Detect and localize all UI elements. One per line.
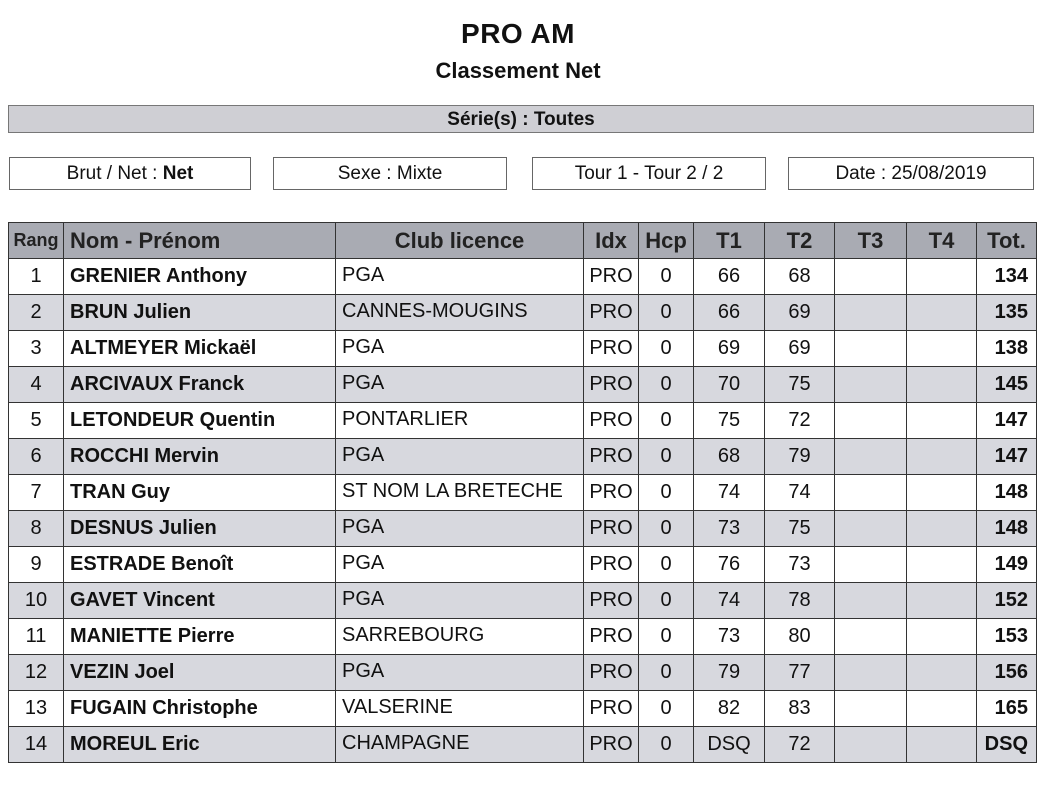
cell-club: ST NOM LA BRETECHE xyxy=(336,475,584,511)
cell-hcp: 0 xyxy=(639,727,694,763)
cell-t3 xyxy=(835,583,907,619)
page-title: PRO AM xyxy=(461,18,575,49)
date-box xyxy=(788,157,1034,190)
cell-nom: MOREUL Eric xyxy=(64,727,336,763)
cell-t2: 72 xyxy=(765,403,835,439)
cell-t1: 82 xyxy=(694,691,765,727)
cell-t4 xyxy=(907,511,977,547)
cell-t4 xyxy=(907,367,977,403)
cell-idx: PRO xyxy=(584,259,639,295)
cell-tot: 147 xyxy=(977,439,1037,475)
cell-t3 xyxy=(835,619,907,655)
brut-net-box xyxy=(9,157,251,190)
cell-rang: 9 xyxy=(9,547,64,583)
cell-hcp: 0 xyxy=(639,547,694,583)
cell-idx: PRO xyxy=(584,439,639,475)
cell-t3 xyxy=(835,547,907,583)
table-row xyxy=(9,619,1037,655)
results-table xyxy=(8,222,1037,763)
cell-t4 xyxy=(907,259,977,295)
table-row xyxy=(9,475,1037,511)
cell-idx: PRO xyxy=(584,619,639,655)
header-row xyxy=(9,223,1037,259)
cell-t1: 74 xyxy=(694,583,765,619)
cell-club: VALSERINE xyxy=(336,691,584,727)
cell-t4 xyxy=(907,727,977,763)
cell-rang: 12 xyxy=(9,655,64,691)
cell-rang: 11 xyxy=(9,619,64,655)
cell-idx: PRO xyxy=(584,511,639,547)
cell-club: PGA xyxy=(336,583,584,619)
table-row xyxy=(9,547,1037,583)
cell-rang: 6 xyxy=(9,439,64,475)
cell-t2: 75 xyxy=(765,367,835,403)
cell-hcp: 0 xyxy=(639,403,694,439)
cell-nom: BRUN Julien xyxy=(64,295,336,331)
cell-nom: MANIETTE Pierre xyxy=(64,619,336,655)
cell-t3 xyxy=(835,511,907,547)
cell-nom: ALTMEYER Mickaël xyxy=(64,331,336,367)
table-row xyxy=(9,259,1037,295)
cell-t2: 69 xyxy=(765,295,835,331)
cell-t1: 68 xyxy=(694,439,765,475)
cell-t3 xyxy=(835,727,907,763)
cell-t3 xyxy=(835,655,907,691)
cell-rang: 1 xyxy=(9,259,64,295)
cell-club: PONTARLIER xyxy=(336,403,584,439)
col-tot: Tot. xyxy=(977,223,1037,259)
cell-idx: PRO xyxy=(584,331,639,367)
cell-tot: 152 xyxy=(977,583,1037,619)
cell-rang: 10 xyxy=(9,583,64,619)
table-row xyxy=(9,367,1037,403)
cell-t2: 68 xyxy=(765,259,835,295)
tours-box xyxy=(532,157,766,190)
cell-t1: DSQ xyxy=(694,727,765,763)
cell-t4 xyxy=(907,655,977,691)
cell-hcp: 0 xyxy=(639,259,694,295)
sexe-value: Mixte xyxy=(396,163,443,184)
cell-tot: 153 xyxy=(977,619,1037,655)
cell-t3 xyxy=(835,367,907,403)
cell-tot: 156 xyxy=(977,655,1037,691)
date-value: Date : 25/08/2019 xyxy=(835,163,987,184)
cell-hcp: 0 xyxy=(639,619,694,655)
cell-t2: 74 xyxy=(765,475,835,511)
cell-t2: 78 xyxy=(765,583,835,619)
cell-t2: 80 xyxy=(765,619,835,655)
cell-nom: LETONDEUR Quentin xyxy=(64,403,336,439)
cell-nom: DESNUS Julien xyxy=(64,511,336,547)
cell-tot: 135 xyxy=(977,295,1037,331)
cell-rang: 13 xyxy=(9,691,64,727)
cell-tot: 145 xyxy=(977,367,1037,403)
col-t3: T3 xyxy=(835,223,907,259)
cell-tot: 148 xyxy=(977,475,1037,511)
cell-t1: 66 xyxy=(694,295,765,331)
col-nom: Nom - Prénom xyxy=(64,223,336,259)
cell-t1: 75 xyxy=(694,403,765,439)
table-row xyxy=(9,439,1037,475)
cell-t4 xyxy=(907,691,977,727)
cell-nom: ARCIVAUX Franck xyxy=(64,367,336,403)
col-hcp: Hcp xyxy=(639,223,694,259)
cell-rang: 7 xyxy=(9,475,64,511)
table-row xyxy=(9,511,1037,547)
cell-t1: 66 xyxy=(694,259,765,295)
cell-rang: 3 xyxy=(9,331,64,367)
cell-tot: 147 xyxy=(977,403,1037,439)
cell-t4 xyxy=(907,619,977,655)
cell-t1: 73 xyxy=(694,511,765,547)
cell-club: PGA xyxy=(336,259,584,295)
cell-hcp: 0 xyxy=(639,367,694,403)
table-row xyxy=(9,727,1037,763)
cell-rang: 2 xyxy=(9,295,64,331)
cell-t4 xyxy=(907,403,977,439)
cell-tot: 148 xyxy=(977,511,1037,547)
cell-t2: 73 xyxy=(765,547,835,583)
col-idx: Idx xyxy=(584,223,639,259)
cell-hcp: 0 xyxy=(639,583,694,619)
cell-rang: 8 xyxy=(9,511,64,547)
cell-nom: GAVET Vincent xyxy=(64,583,336,619)
cell-nom: GRENIER Anthony xyxy=(64,259,336,295)
cell-club: PGA xyxy=(336,439,584,475)
table-row xyxy=(9,295,1037,331)
cell-club: PGA xyxy=(336,511,584,547)
table-row xyxy=(9,331,1037,367)
cell-tot: DSQ xyxy=(977,727,1037,763)
col-t1: T1 xyxy=(694,223,765,259)
cell-t1: 70 xyxy=(694,367,765,403)
cell-tot: 138 xyxy=(977,331,1037,367)
cell-idx: PRO xyxy=(584,403,639,439)
page-subtitle: Classement Net xyxy=(435,58,601,83)
cell-tot: 134 xyxy=(977,259,1037,295)
cell-idx: PRO xyxy=(584,727,639,763)
results-body xyxy=(9,259,1037,763)
cell-hcp: 0 xyxy=(639,331,694,367)
cell-t3 xyxy=(835,331,907,367)
table-row xyxy=(9,403,1037,439)
cell-t4 xyxy=(907,583,977,619)
cell-club: CANNES-MOUGINS xyxy=(336,295,584,331)
cell-club: PGA xyxy=(336,367,584,403)
cell-t2: 75 xyxy=(765,511,835,547)
cell-club: PGA xyxy=(336,547,584,583)
cell-t4 xyxy=(907,547,977,583)
sexe-label: Sexe : xyxy=(337,163,392,184)
cell-nom: ESTRADE Benoît xyxy=(64,547,336,583)
cell-tot: 149 xyxy=(977,547,1037,583)
cell-t1: 73 xyxy=(694,619,765,655)
cell-t3 xyxy=(835,295,907,331)
cell-t1: 79 xyxy=(694,655,765,691)
cell-idx: PRO xyxy=(584,655,639,691)
cell-idx: PRO xyxy=(584,367,639,403)
cell-hcp: 0 xyxy=(639,511,694,547)
cell-hcp: 0 xyxy=(639,691,694,727)
cell-t4 xyxy=(907,439,977,475)
cell-t1: 74 xyxy=(694,475,765,511)
cell-t2: 79 xyxy=(765,439,835,475)
cell-hcp: 0 xyxy=(639,655,694,691)
cell-t2: 72 xyxy=(765,727,835,763)
brut-net-value: Net xyxy=(162,163,194,184)
cell-t3 xyxy=(835,691,907,727)
cell-t4 xyxy=(907,475,977,511)
brut-net-label: Brut / Net : xyxy=(66,163,158,184)
cell-club: SARREBOURG xyxy=(336,619,584,655)
cell-club: PGA xyxy=(336,655,584,691)
cell-rang: 5 xyxy=(9,403,64,439)
cell-rang: 14 xyxy=(9,727,64,763)
cell-tot: 165 xyxy=(977,691,1037,727)
col-rang: Rang xyxy=(9,223,64,259)
cell-idx: PRO xyxy=(584,691,639,727)
cell-hcp: 0 xyxy=(639,475,694,511)
sexe-box xyxy=(273,157,507,190)
cell-hcp: 0 xyxy=(639,295,694,331)
cell-club: PGA xyxy=(336,331,584,367)
table-row xyxy=(9,583,1037,619)
cell-t3 xyxy=(835,403,907,439)
cell-nom: ROCCHI Mervin xyxy=(64,439,336,475)
col-t2: T2 xyxy=(765,223,835,259)
cell-nom: TRAN Guy xyxy=(64,475,336,511)
cell-idx: PRO xyxy=(584,583,639,619)
cell-nom: FUGAIN Christophe xyxy=(64,691,336,727)
cell-t4 xyxy=(907,295,977,331)
series-bar: Série(s) : Toutes xyxy=(8,105,1034,133)
cell-t3 xyxy=(835,475,907,511)
cell-t4 xyxy=(907,331,977,367)
tours-value: Tour 1 - Tour 2 / 2 xyxy=(574,163,724,184)
cell-hcp: 0 xyxy=(639,439,694,475)
cell-t2: 83 xyxy=(765,691,835,727)
cell-club: CHAMPAGNE xyxy=(336,727,584,763)
cell-idx: PRO xyxy=(584,475,639,511)
col-club: Club licence xyxy=(336,223,584,259)
table-row xyxy=(9,691,1037,727)
cell-t3 xyxy=(835,259,907,295)
cell-t2: 77 xyxy=(765,655,835,691)
cell-t3 xyxy=(835,439,907,475)
cell-idx: PRO xyxy=(584,547,639,583)
cell-nom: VEZIN Joel xyxy=(64,655,336,691)
cell-rang: 4 xyxy=(9,367,64,403)
cell-t2: 69 xyxy=(765,331,835,367)
cell-t1: 69 xyxy=(694,331,765,367)
table-row xyxy=(9,655,1037,691)
col-t4: T4 xyxy=(907,223,977,259)
cell-idx: PRO xyxy=(584,295,639,331)
cell-t1: 76 xyxy=(694,547,765,583)
